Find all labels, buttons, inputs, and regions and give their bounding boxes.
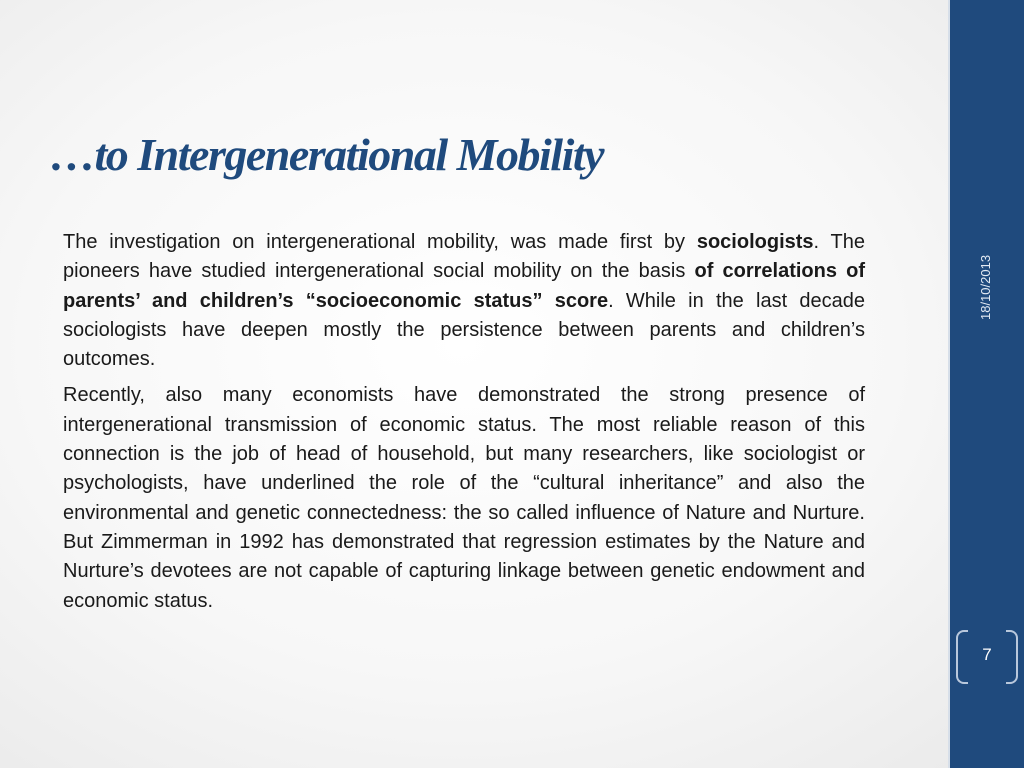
page-number-box: [956, 630, 1018, 680]
slide-title: …to Intergenerational Mobility: [50, 129, 604, 180]
slide-date-text: 18/10/2013: [978, 254, 993, 320]
slide-body: [63, 228, 865, 616]
paragraph-1-text-1: The investigation on intergenerational mobility, was made first by: [63, 231, 697, 253]
slide-date: [976, 254, 996, 320]
paragraph-1-bold-1: sociologists: [696, 231, 814, 253]
paragraph-1-text-2: . The pioneers have studied intergenerational social mobility on the basis: [63, 231, 865, 283]
paragraph-1-bold-2: of correlations of parents’ and children’s “socioeconomic status” score: [63, 260, 865, 312]
paragraph-1-text-3: . While in the last decade sociologists have deepen mostly the persistence between parents and children’s outcomes.: [63, 289, 865, 371]
page-number: 7: [982, 645, 992, 664]
paragraph-2: Recently, also many economists have demonstrated the strong presence of intergenerational transmission of economic status. The most reliable reason of this connection is the job of head of household, but many researchers, like sociologist or psychologists, have underlined the role of the “cultural inheritance” and also the environmental and genetic connectedness: the so called influence of Nature and Nurture. But Zimmerman in 1992 has demonstrated that regression estimates by the Nature and Nurture’s devotees are not capable of capturing linkage between genetic endowment and economic status.: [63, 384, 865, 612]
paragraph-1: [63, 228, 865, 374]
